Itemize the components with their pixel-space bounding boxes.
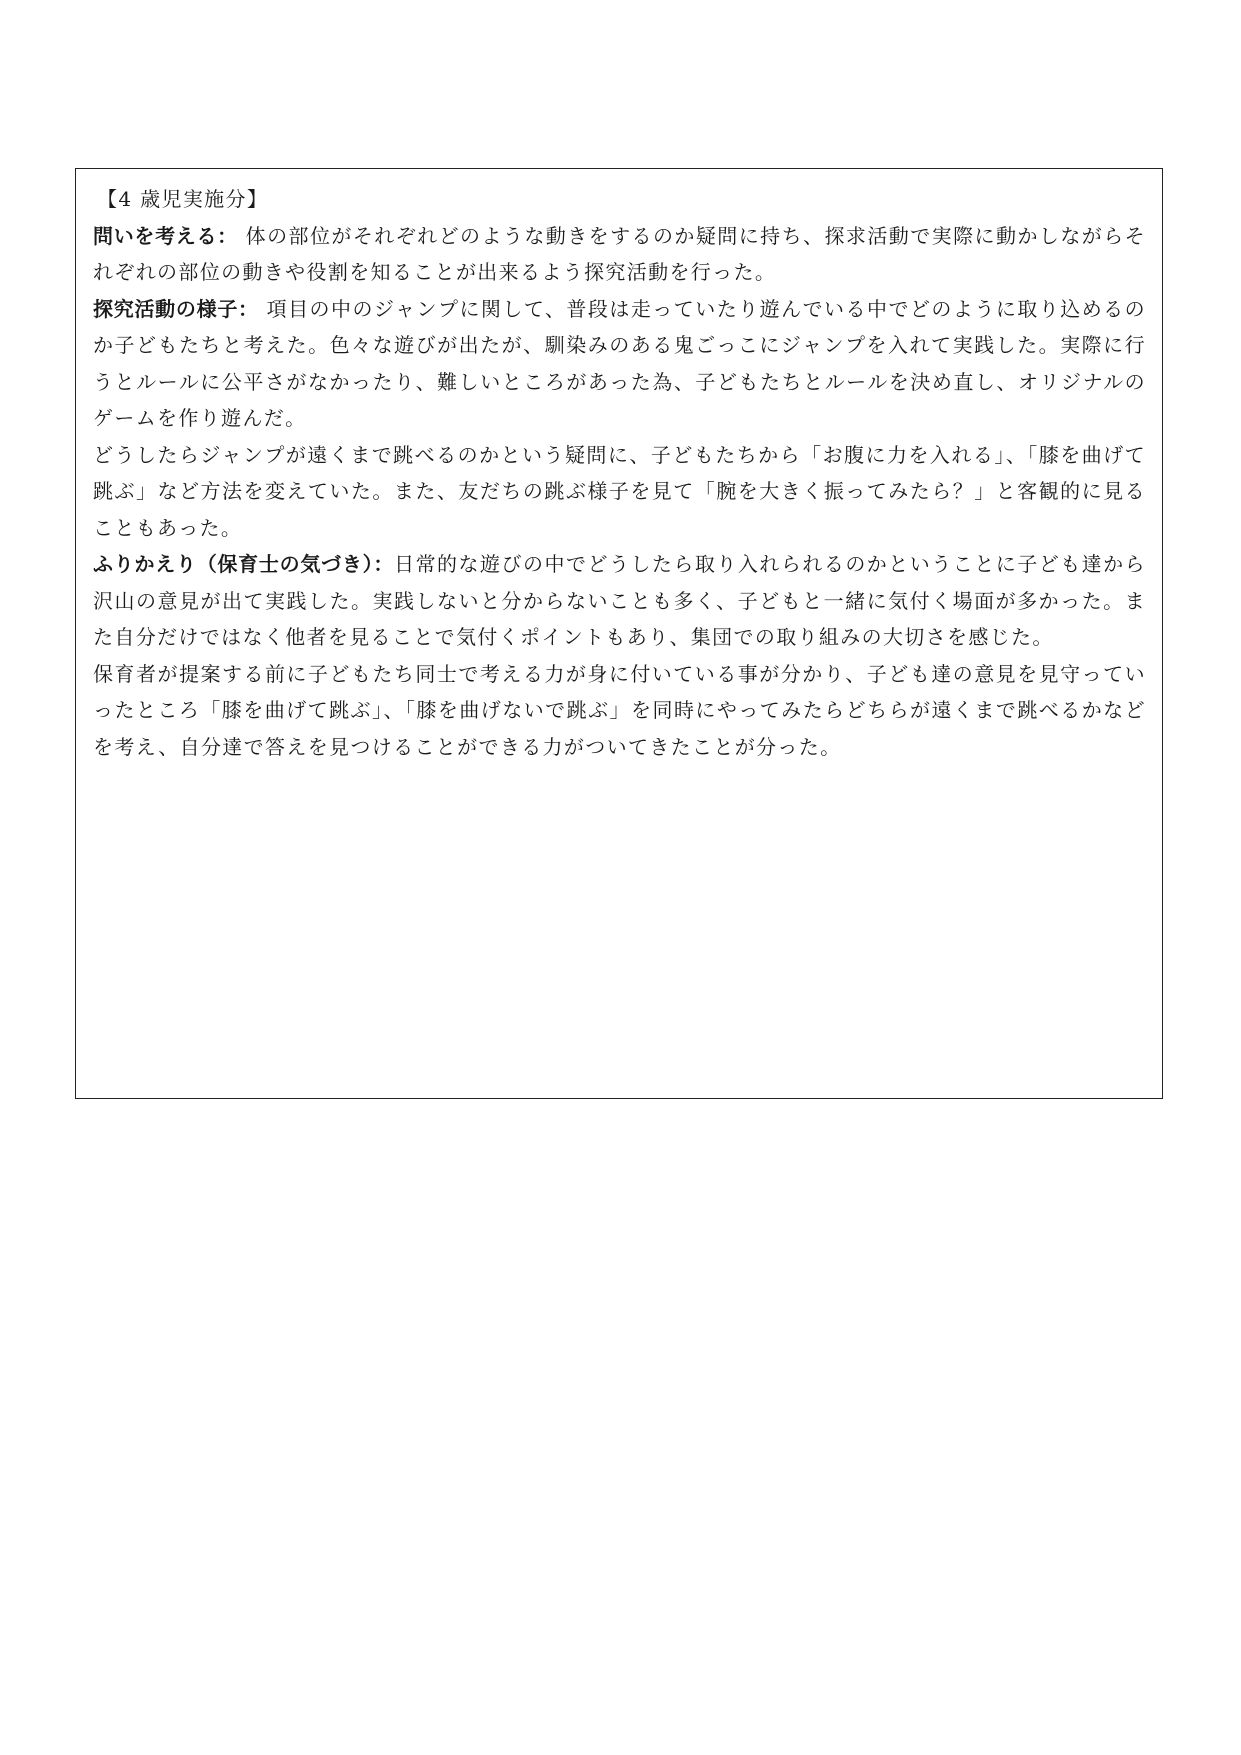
activity-text: 項目の中のジャンプに関して、普段は走っていたり遊んでいる中でどのように取り込めるのか子どもたちと考えた。色々な遊びが出たが、馴染みのある鬼ごっこにジャンプを入れて実践した。実際に行うとルールに公平さがなかったり、難しいところがあった為、子どもたちとルールを決め直し、オリジナルのゲームを作り遊んだ。	[93, 296, 1146, 430]
reflection-paragraph	[93, 546, 1146, 656]
question-label: 問いを考える：	[93, 223, 238, 248]
question-paragraph	[93, 218, 1146, 291]
report-box	[75, 168, 1163, 1099]
question-text: 体の部位がそれぞれどのような動きをするのか疑問に持ち、探求活動で実際に動かしながらそれぞれの部位の動きや役割を知ることが出来るよう探究活動を行った。	[93, 223, 1146, 284]
activity-paragraph	[93, 291, 1146, 437]
section-heading: 【4 歳児実施分】	[97, 187, 269, 211]
reflection-label: ふりかえり（保育士の気づき）：	[93, 552, 395, 576]
activity-label: 探究活動の様子：	[93, 296, 259, 321]
reflection-paragraph-2: 保育者が提案する前に子どもたち同士で考える力が身に付いている事が分かり、子ども達の意見を見守っていったところ「膝を曲げて跳ぶ」、「膝を曲げないで跳ぶ」を同時にやってみたらどちらが遠くまで跳べるかなどを考え、自分達で答えを見つけることができる力がついてきたことが分った。	[93, 661, 1146, 759]
reflection-text: 日常的な遊びの中でどうしたら取り入れられるのかということに子ども達から沢山の意見が出て実践した。実践しないと分からないことも多く、子どもと一緒に気付く場面が多かった。また自分だけではなく他者を見ることで気付くポイントもあり、集団での取り組みの大切さを感じた。	[93, 552, 1147, 649]
activity-paragraph-2: どうしたらジャンプが遠くまで跳べるのかという疑問に、子どもたちから「お腹に力を入れる」、「膝を曲げて跳ぶ」など方法を変えていた。また、友だちの跳ぶ様子を見て「腕を大きく振ってみたら？」と客観的に見ることもあった。	[93, 442, 1146, 540]
